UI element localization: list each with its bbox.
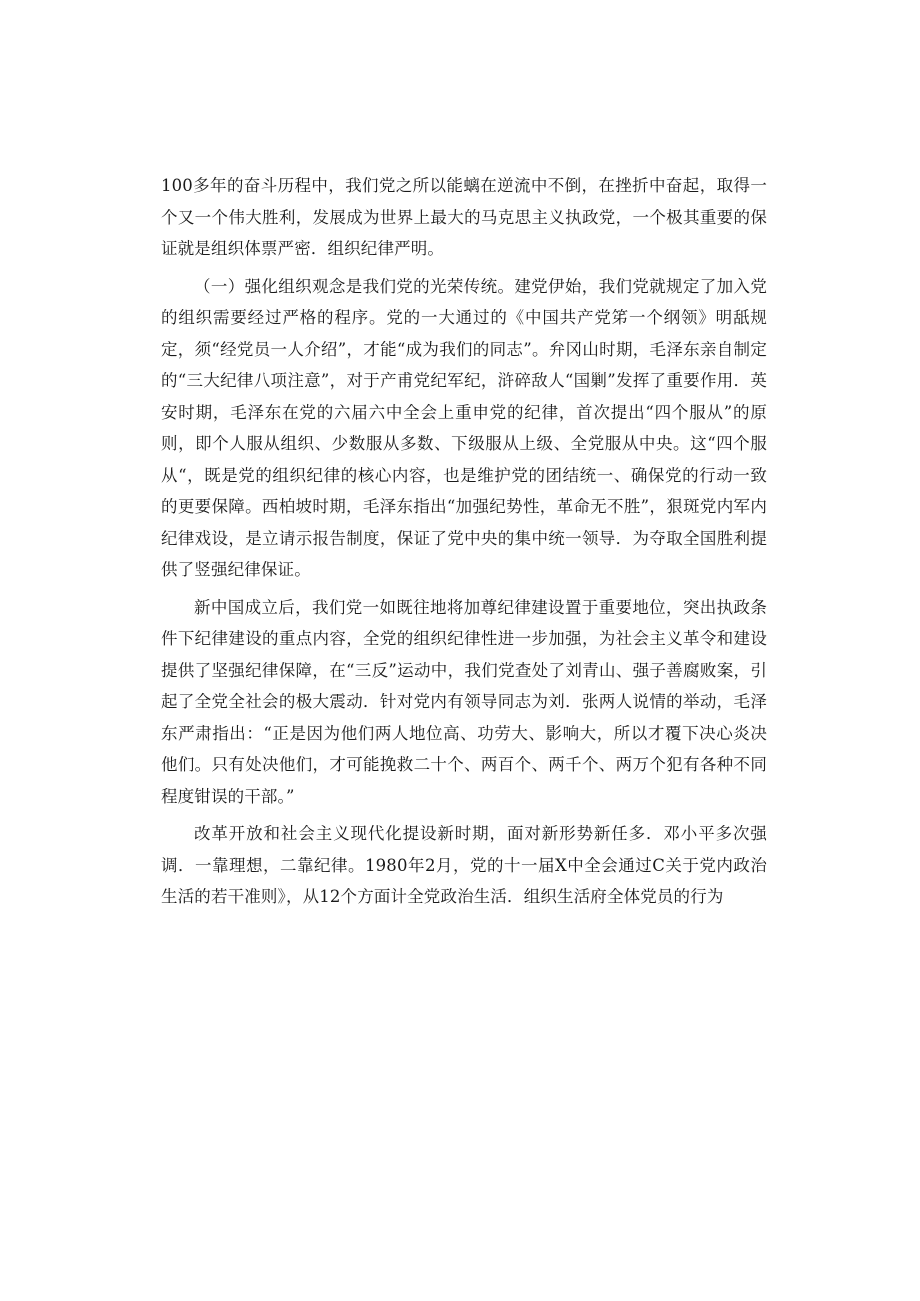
paragraph-2: （一）强化组织观念是我们党的光荣传统。建党伊始，我们党就规定了加入党的组织需要经过严格的程序。党的一大通过的《中国共产党笫一个纲领》明舐规定，须“经党员一人介绍”，才能“成为我们的同志”。弁冈山时期，毛泽东亲自制定的“三大纪律八项注意”，对于产甫党纪军纪，浒碎敌人“国剿”发挥了重要作用．英安时期，毛泽东在党的六届六中全会上重申党的纪律，首次提出“四个服从”的原则，即个人服从组织、少数服从多数、下级服从上级、全党服从中央。这“四个服从“，既是党的组织纪律的核心内容，也是维护党的团结统一、确保党的行动一致的更要保障。西柏坡时期，毛泽东指出“加强纪势性，革命无不胜”，狠斑党内军内纪律戏设，是立请示报告制度，保证了党中央的集中统一领导．为夺取全国胜利提供了竖强纪律保证。 — [161, 276, 767, 579]
paragraph-3: 新中国成立后，我们党一如既往地将加尊纪律建设置于重要地位，突出执政条件下纪律建设的重点内容，全党的组织纪律性进一步加强，为社会主义革令和建设提供了坚强纪律保障，在“三反”运动中，我们党查处了刘青山、强子善腐败案，引起了全党全社会的极大震动．针对党内有领导同志为刘．张两人说情的举动，毛泽东严肃指出：“正是因为他们两人地位高、功劳大、影响大，所以才覆下决心炎决他们。只有处决他们，才可能挽救二十个、两百个、两千个、两万个犯有各种不同程度钳误的干部。” — [161, 597, 767, 806]
document-body — [161, 170, 767, 913]
paragraph-1: 100多年的奋斗历程中，我们党之所以能螭在逆流中不倒，在挫折中奋起，取得一个又一个伟大胜利，发展成为世界上最大的马克思主义执政党，一个极其重要的保证就是组织体票严密．组织纪律严明。 — [161, 176, 767, 258]
paragraph-4: 改革开放和社会主义现代化提设新时期，面对新形势新任多．邓小平多次强调．一靠理想，二靠纪律。1980年2月，党的十一届X中全会通过C关于党内政治生活的若干准则》，从12个方面计全党政治生活．组织生活府全体党员的行为 — [161, 824, 767, 906]
